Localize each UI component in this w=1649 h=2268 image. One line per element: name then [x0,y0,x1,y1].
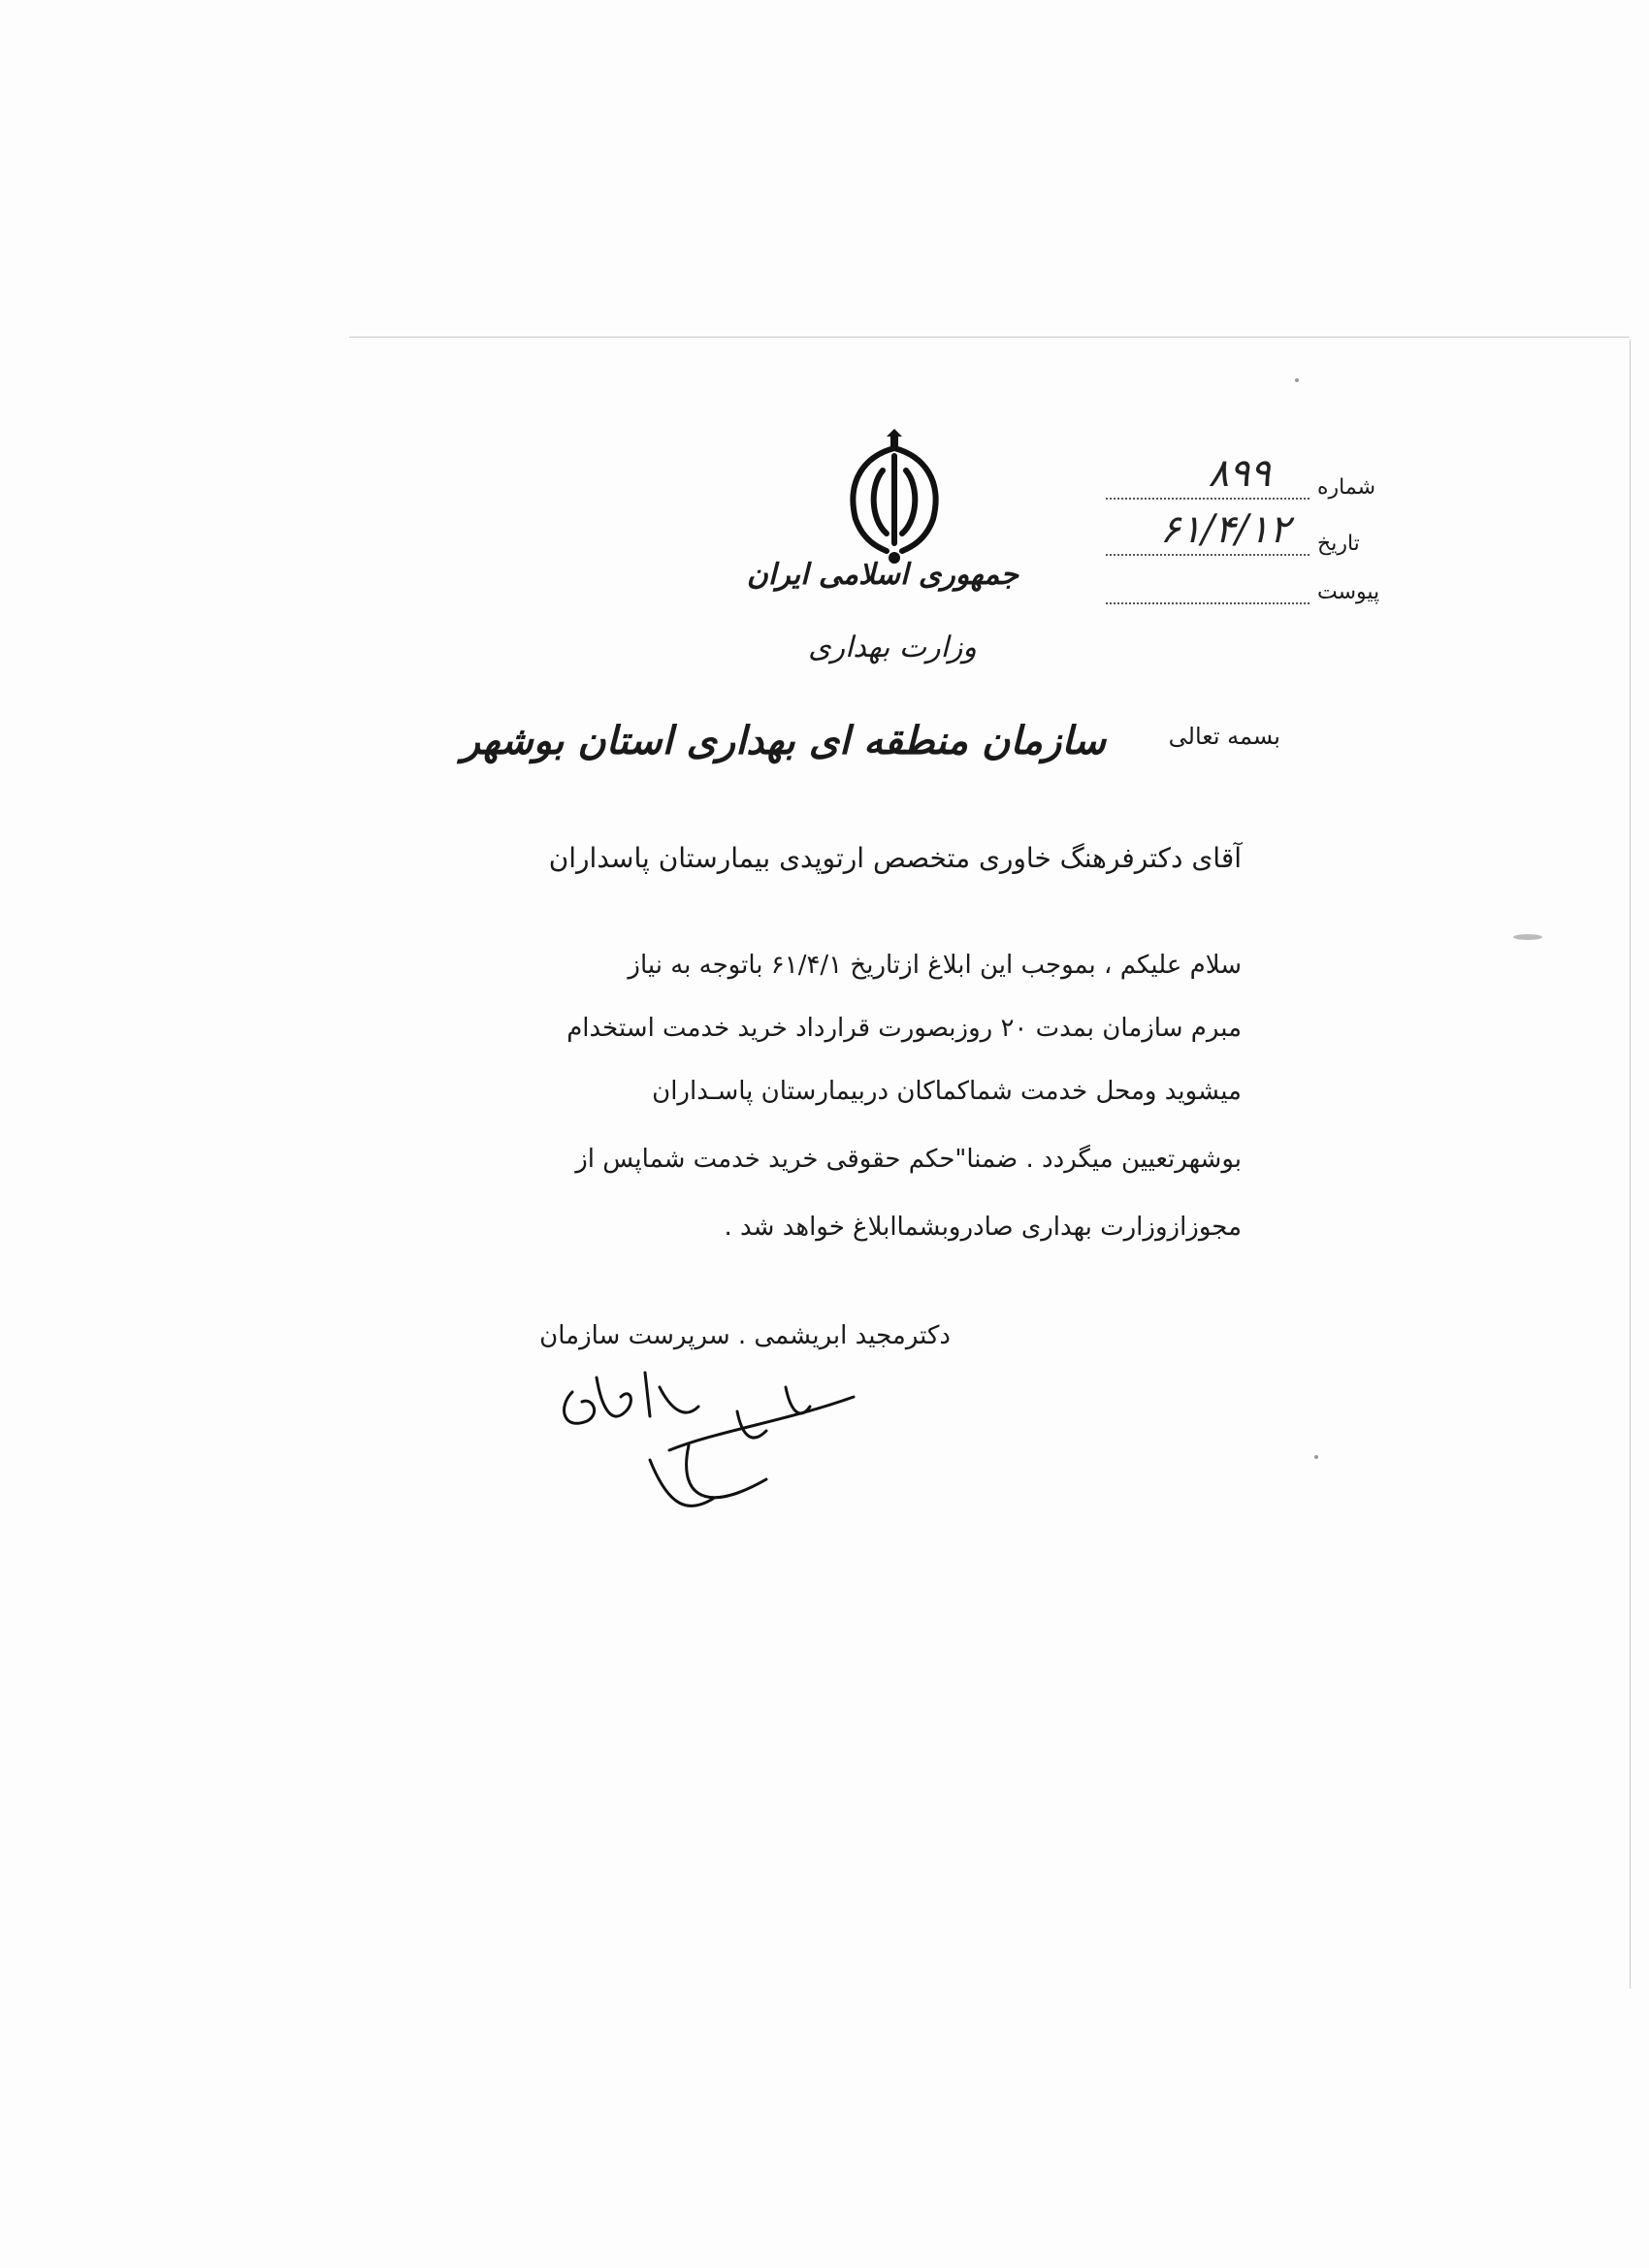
iran-emblem-icon [826,427,962,572]
date-label: تاریخ [1317,532,1360,556]
scan-speck [1295,378,1299,382]
number-label: شماره [1317,475,1376,500]
date-row [1106,507,1360,556]
body-line: سلام علیکم ، بموجب این ابلاغ ازتاریخ ۶۱/۴/۱ باتوجه به نیاز [628,951,1242,980]
scan-speck [1513,934,1542,940]
number-value: ۸۹۹ [1208,451,1271,496]
body-line: مجوزازوزارت بهداری صادروبشماابلاغ خواهد شد . [724,1213,1242,1242]
scan-edge-line [349,337,1630,338]
number-dotted-line [1106,451,1310,500]
bismillah: بسمه تعالی [1168,723,1280,750]
date-dotted-line [1106,507,1310,556]
body-line: مبرم سازمان بمدت ۲۰ روزبصورت قرارداد خرید خدمت استخدام [566,1014,1242,1043]
body-line: بوشهرتعیین میگردد . ضمنا"حکم حقوقی خرید خدمت شماپس از [575,1145,1242,1174]
number-row [1106,451,1376,500]
scan-speck [1314,1455,1318,1459]
organization-title: سازمان منطقه ای بهداری استان بوشهر [461,718,1106,763]
attachment-row [1106,577,1379,604]
recipient-line: آقای دکترفرهنگ خاوری متخصص ارتوپدی بیمارستان پاسداران [548,842,1242,874]
ministry-name: وزارت بهداری [808,631,977,664]
signer-name: دکترمجید ابریشمی . سرپرست سازمان [539,1321,951,1350]
handwritten-signature [543,1353,863,1528]
date-value: ۶۱/۴/۱۲ [1159,507,1290,552]
body-line: میشوید ومحل خدمت شماکماکان دربیمارستان پاسـداران [652,1077,1242,1106]
government-name: جمهوری اسلامی ایران [746,558,1018,592]
scan-edge-line [1630,340,1631,1989]
attachment-label: پیوست [1317,580,1380,604]
attachment-dotted-line [1106,577,1310,604]
